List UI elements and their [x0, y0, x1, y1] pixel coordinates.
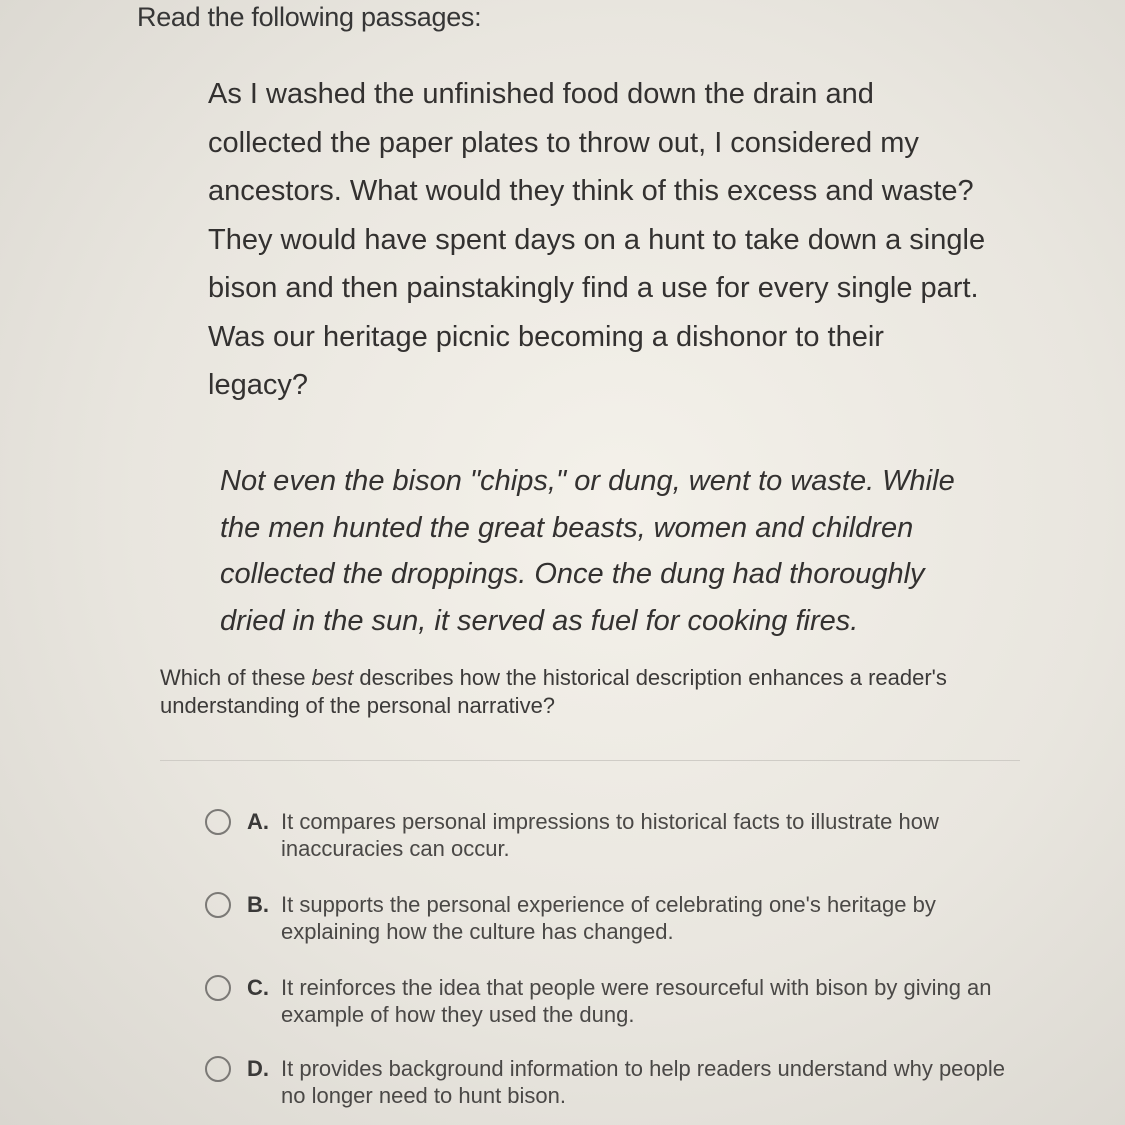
- radio-button-b[interactable]: [205, 892, 231, 918]
- choice-text-b: It supports the personal experience of celebrating one's heritage by explaining how the culture has changed.: [281, 892, 936, 944]
- question-prompt: [160, 664, 1000, 720]
- question-emphasis: best: [311, 665, 354, 690]
- answer-choice-c[interactable]: [205, 974, 1005, 1028]
- choice-letter-c: C.: [247, 975, 269, 1000]
- personal-narrative-passage: As I washed the unfinished food down the drain and collected the paper plates to throw out, I considered my ancestors. What would they think of this excess and waste? They would have spent days on a hunt to take down a single bison and then painstakingly find a use for every single part. Was our heritage picnic becoming a dishonor to their legacy?: [208, 78, 986, 401]
- divider: [160, 760, 1020, 761]
- question-text-end: describes how the historical description enhances a reader's understanding of the personal narrative?: [160, 665, 947, 718]
- choice-letter-a: A.: [247, 809, 269, 834]
- radio-button-d[interactable]: [205, 1056, 231, 1082]
- choice-text-d: It provides background information to help readers understand why people no longer need to hunt bison.: [281, 1056, 1006, 1108]
- choice-text-c: It reinforces the idea that people were resourceful with bison by giving an example of how they used the dung.: [281, 975, 992, 1027]
- answer-choice-b[interactable]: [205, 891, 1005, 945]
- choice-letter-b: B.: [247, 892, 269, 917]
- historical-description-passage: Not even the bison "chips," or dung, went to waste. While the men hunted the great beasts, women and children collected the droppings. Once the dung had thoroughly dried in the sun, it served as fuel for cooking fires.: [220, 465, 955, 637]
- radio-button-a[interactable]: [205, 809, 231, 835]
- radio-button-c[interactable]: [205, 975, 231, 1001]
- answer-choice-a[interactable]: [205, 808, 1005, 862]
- answer-choice-d[interactable]: [205, 1055, 1005, 1109]
- question-text-start: Which of these: [160, 665, 312, 690]
- choice-text-a: It compares personal impressions to historical facts to illustrate how inaccuracies can occur.: [281, 809, 939, 861]
- instructions-heading: Read the following passages:: [137, 2, 482, 32]
- choice-letter-d: D.: [247, 1056, 269, 1081]
